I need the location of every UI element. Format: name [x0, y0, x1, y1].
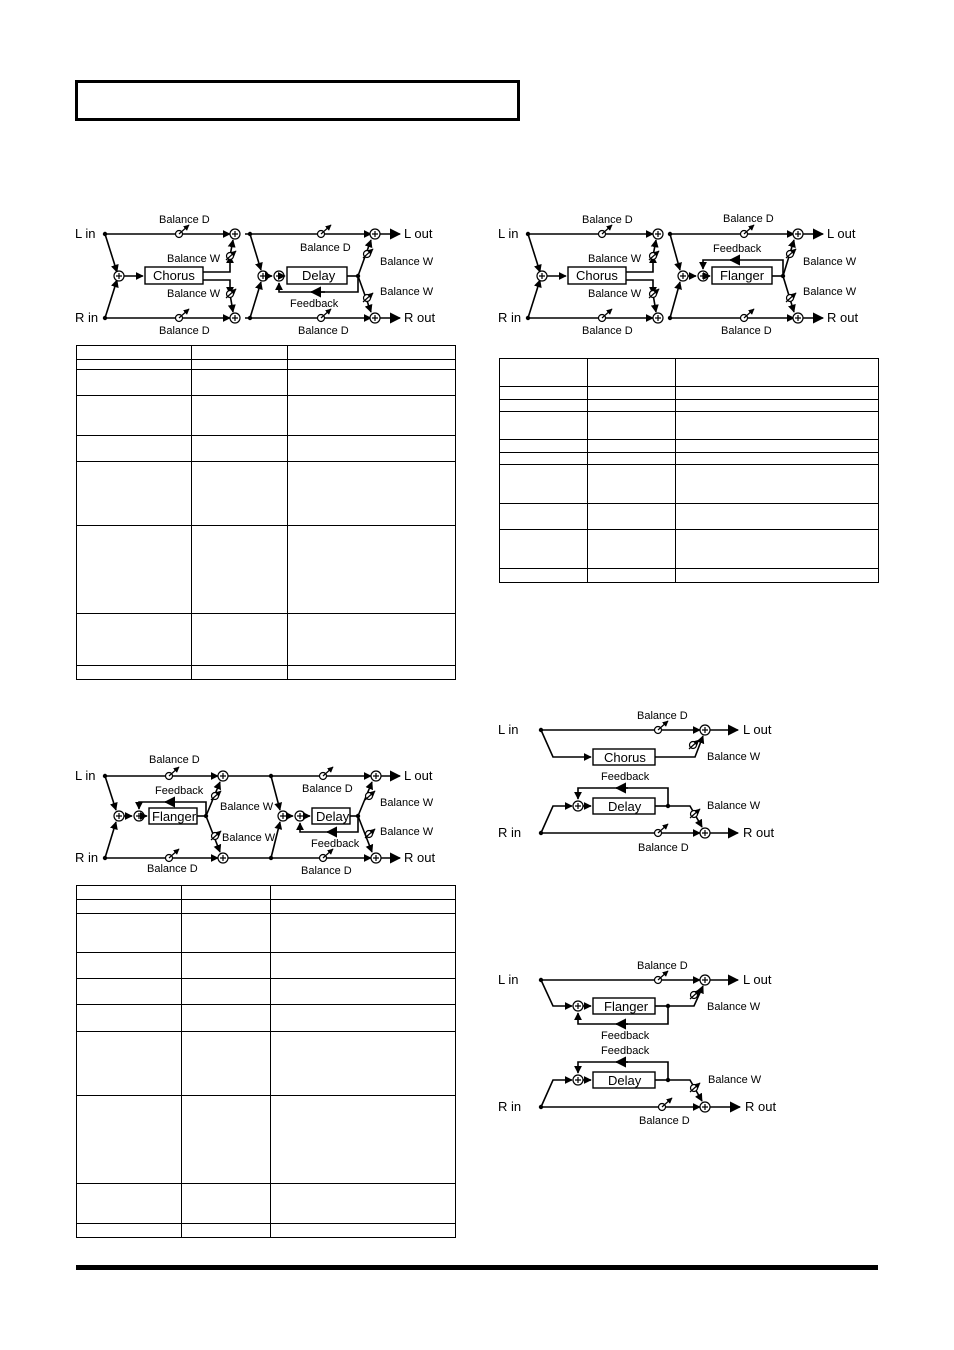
table-cell	[500, 453, 588, 465]
balance-d-label: Balance D	[639, 1115, 690, 1127]
table-cell	[77, 1224, 182, 1238]
balance-d-label: Balance D	[723, 213, 774, 225]
table-cell	[288, 666, 456, 680]
feedback-label: Feedback	[290, 298, 339, 310]
delay-box-label: Delay	[316, 809, 350, 824]
balance-w-label: Balance W	[167, 288, 221, 300]
table-cell	[676, 453, 879, 465]
table-cell	[500, 400, 588, 412]
balance-w-label: Balance W	[803, 286, 857, 298]
balance-d-label: Balance D	[301, 865, 352, 877]
table-cell	[182, 979, 271, 1005]
diagram-chorus-delay	[75, 210, 455, 340]
r-out-label: R out	[404, 850, 436, 865]
table-row	[77, 1005, 456, 1032]
l-in-label: L in	[75, 226, 96, 241]
bottom-rule	[76, 1265, 878, 1270]
table-cell	[288, 462, 456, 526]
balance-d-label: Balance D	[298, 325, 349, 337]
table-row	[77, 979, 456, 1005]
table-row	[77, 346, 456, 360]
feedback-label: Feedback	[601, 1045, 650, 1057]
table-cell	[77, 914, 182, 953]
table-cell	[271, 914, 456, 953]
balance-w-label: Balance W	[588, 288, 642, 300]
table-row	[500, 453, 879, 465]
r-in-label: R in	[498, 825, 522, 840]
table-row	[500, 359, 879, 387]
balance-d-label: Balance D	[582, 214, 633, 226]
balance-w-label: Balance W	[803, 256, 857, 268]
table-cell	[588, 504, 676, 530]
table-row	[77, 370, 456, 396]
flanger-box-label: Flanger	[720, 268, 765, 283]
parameter-table-chorus-delay	[76, 345, 456, 680]
table-cell	[77, 886, 182, 900]
l-in-label: L in	[498, 722, 519, 737]
l-out-label: L out	[743, 722, 772, 737]
balance-d-label: Balance D	[302, 783, 353, 795]
table-cell	[182, 1184, 271, 1224]
table-cell	[77, 953, 182, 979]
balance-d-label: Balance D	[300, 242, 351, 254]
table-cell	[77, 462, 192, 526]
l-out-label: L out	[827, 226, 856, 241]
table-cell	[182, 953, 271, 979]
table-cell	[192, 370, 288, 396]
delay-box-label: Delay	[608, 1073, 642, 1088]
feedback-label: Feedback	[155, 785, 204, 797]
balance-d-label: Balance D	[637, 710, 688, 722]
table-cell	[500, 465, 588, 504]
table-cell	[676, 530, 879, 569]
table-cell	[271, 1005, 456, 1032]
feedback-label: Feedback	[713, 243, 762, 255]
l-in-label: L in	[75, 768, 96, 783]
table-row	[77, 360, 456, 370]
table-cell	[271, 953, 456, 979]
table-cell	[77, 1032, 182, 1096]
balance-d-label: Balance D	[582, 325, 633, 337]
balance-w-label: Balance W	[380, 286, 434, 298]
table-cell	[77, 436, 192, 462]
table-cell	[676, 569, 879, 583]
table-cell	[192, 396, 288, 436]
table-cell	[271, 1032, 456, 1096]
table-cell	[500, 412, 588, 440]
feedback-label: Feedback	[601, 771, 650, 783]
table-cell	[182, 900, 271, 914]
r-in-label: R in	[75, 850, 99, 865]
table-cell	[271, 900, 456, 914]
table-cell	[500, 440, 588, 453]
table-cell	[288, 614, 456, 666]
table-row	[77, 1184, 456, 1224]
table-cell	[676, 504, 879, 530]
table-cell	[271, 886, 456, 900]
chorus-box-label: Chorus	[604, 750, 646, 765]
table-cell	[182, 1224, 271, 1238]
table-row	[77, 886, 456, 900]
table-row	[500, 440, 879, 453]
r-in-label: R in	[498, 310, 522, 325]
table-cell	[77, 900, 182, 914]
diagram-flanger-delay	[75, 752, 455, 882]
table-row	[500, 387, 879, 400]
r-out-label: R out	[743, 825, 775, 840]
l-in-label: L in	[498, 972, 519, 987]
table-cell	[500, 359, 588, 387]
table-cell	[77, 370, 192, 396]
diagram-chorus-flanger	[498, 210, 878, 340]
parameter-table-flanger-delay	[76, 885, 456, 1238]
table-row	[500, 400, 879, 412]
feedback-label: Feedback	[601, 1030, 650, 1042]
flanger-box-label: Flanger	[604, 999, 649, 1014]
table-row	[500, 569, 879, 583]
table-cell	[271, 1224, 456, 1238]
section-title-box	[75, 80, 520, 121]
table-cell	[182, 914, 271, 953]
table-row	[77, 614, 456, 666]
table-cell	[288, 346, 456, 360]
table-cell	[192, 360, 288, 370]
table-row	[77, 914, 456, 953]
table-cell	[676, 387, 879, 400]
r-in-label: R in	[498, 1099, 522, 1114]
table-cell	[500, 504, 588, 530]
balance-d-label: Balance D	[149, 754, 200, 766]
table-cell	[192, 462, 288, 526]
l-out-label: L out	[743, 972, 772, 987]
table-cell	[77, 396, 192, 436]
balance-w-label: Balance W	[707, 1001, 761, 1013]
r-in-label: R in	[75, 310, 99, 325]
table-cell	[588, 400, 676, 412]
table-cell	[271, 979, 456, 1005]
table-row	[77, 1224, 456, 1238]
table-cell	[500, 387, 588, 400]
table-cell	[500, 569, 588, 583]
table-cell	[588, 465, 676, 504]
table-cell	[192, 614, 288, 666]
diagram-chorus-delay-parallel	[498, 706, 798, 856]
balance-w-label: Balance W	[380, 826, 434, 838]
balance-w-label: Balance W	[708, 1074, 762, 1086]
balance-w-label: Balance W	[380, 797, 434, 809]
l-out-label: L out	[404, 226, 433, 241]
table-row	[77, 953, 456, 979]
table-cell	[588, 530, 676, 569]
l-in-label: L in	[498, 226, 519, 241]
table-cell	[192, 666, 288, 680]
table-cell	[77, 1184, 182, 1224]
delay-box-label: Delay	[608, 799, 642, 814]
balance-w-label: Balance W	[380, 256, 434, 268]
table-row	[77, 396, 456, 436]
table-cell	[676, 440, 879, 453]
chorus-box-label: Chorus	[153, 268, 195, 283]
table-cell	[192, 346, 288, 360]
table-cell	[77, 666, 192, 680]
table-cell	[676, 465, 879, 504]
table-cell	[676, 412, 879, 440]
balance-w-label: Balance W	[222, 832, 276, 844]
flanger-box-label: Flanger	[152, 809, 197, 824]
table-cell	[676, 359, 879, 387]
table-cell	[588, 453, 676, 465]
diagram-flanger-delay-parallel	[498, 956, 798, 1131]
table-cell	[676, 400, 879, 412]
table-row	[77, 436, 456, 462]
table-row	[500, 530, 879, 569]
table-cell	[182, 1096, 271, 1184]
table-cell	[288, 436, 456, 462]
balance-w-label: Balance W	[220, 801, 274, 813]
table-cell	[588, 440, 676, 453]
l-out-label: L out	[404, 768, 433, 783]
table-row	[77, 1096, 456, 1184]
table-cell	[77, 360, 192, 370]
table-cell	[77, 346, 192, 360]
balance-d-label: Balance D	[147, 863, 198, 875]
chorus-box-label: Chorus	[576, 268, 618, 283]
parameter-table-chorus-flanger	[499, 358, 879, 583]
balance-w-label: Balance W	[707, 800, 761, 812]
table-cell	[182, 1005, 271, 1032]
table-cell	[77, 1096, 182, 1184]
table-cell	[77, 614, 192, 666]
table-cell	[588, 359, 676, 387]
balance-w-label: Balance W	[707, 751, 761, 763]
table-row	[500, 412, 879, 440]
table-cell	[588, 569, 676, 583]
r-out-label: R out	[827, 310, 859, 325]
table-row	[77, 1032, 456, 1096]
table-row	[500, 465, 879, 504]
table-cell	[588, 412, 676, 440]
balance-w-label: Balance W	[588, 253, 642, 265]
delay-box-label: Delay	[302, 268, 336, 283]
table-cell	[77, 979, 182, 1005]
table-cell	[500, 530, 588, 569]
table-cell	[77, 526, 192, 614]
table-cell	[77, 1005, 182, 1032]
table-cell	[288, 396, 456, 436]
table-row	[77, 666, 456, 680]
table-cell	[192, 526, 288, 614]
table-cell	[588, 387, 676, 400]
balance-d-label: Balance D	[159, 214, 210, 226]
table-cell	[182, 886, 271, 900]
balance-d-label: Balance D	[638, 842, 689, 854]
feedback-label: Feedback	[311, 838, 360, 850]
table-cell	[288, 360, 456, 370]
table-cell	[192, 436, 288, 462]
table-row	[77, 526, 456, 614]
table-row	[77, 462, 456, 526]
balance-d-label: Balance D	[721, 325, 772, 337]
table-row	[77, 900, 456, 914]
r-out-label: R out	[404, 310, 436, 325]
table-cell	[288, 526, 456, 614]
balance-w-label: Balance W	[167, 253, 221, 265]
table-cell	[288, 370, 456, 396]
table-row	[500, 504, 879, 530]
table-cell	[271, 1096, 456, 1184]
balance-d-label: Balance D	[159, 325, 210, 337]
balance-d-label: Balance D	[637, 960, 688, 972]
table-cell	[271, 1184, 456, 1224]
r-out-label: R out	[745, 1099, 777, 1114]
table-cell	[182, 1032, 271, 1096]
